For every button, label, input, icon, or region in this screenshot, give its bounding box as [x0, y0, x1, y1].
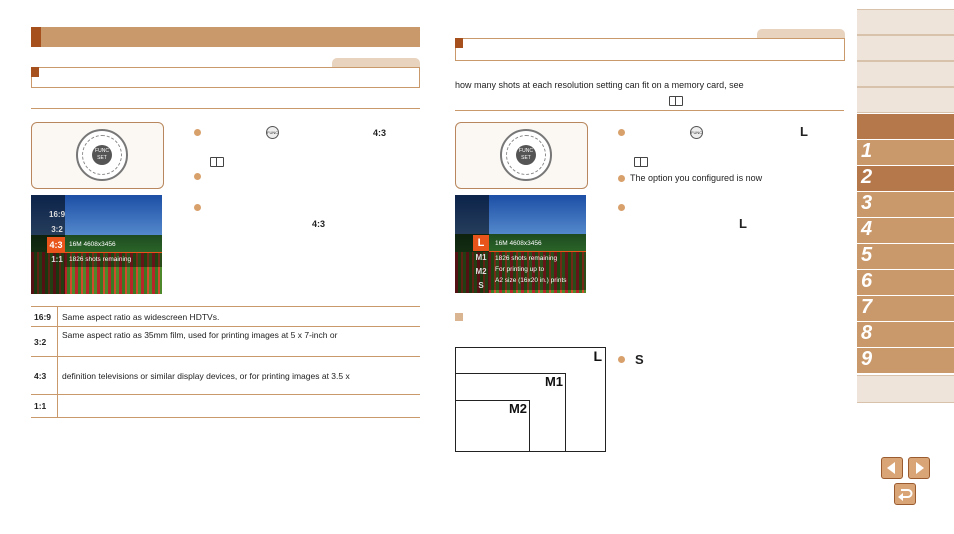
size-label: L — [593, 348, 602, 364]
step-bullet — [618, 356, 625, 363]
nav-tab[interactable] — [857, 61, 954, 87]
note-marker-icon — [455, 313, 463, 321]
nav-tab[interactable] — [857, 375, 954, 403]
intro-text: how many shots at each resolution setting can fit on a memory card, see — [455, 80, 744, 90]
screen-print-line-1: For printing up to — [495, 266, 545, 273]
section-header-marker — [31, 27, 41, 47]
page-reference-icon — [210, 157, 224, 167]
step-bullet — [194, 129, 201, 136]
aspect-ratio-option: 4:3 — [312, 219, 326, 229]
step-bullet — [618, 175, 625, 182]
arrow-left-icon — [882, 458, 902, 478]
prev-page-button[interactable] — [881, 457, 903, 479]
menu-option: S — [478, 281, 484, 290]
size-box-m2 — [455, 400, 530, 452]
nav-chapter-1[interactable]: 1 — [857, 139, 954, 165]
menu-option: 16:9 — [49, 210, 66, 219]
screen-shots-remaining: 1826 shots remaining — [69, 256, 132, 263]
section-header — [455, 38, 845, 61]
menu-option-selected: L — [473, 235, 489, 251]
screen-print-line-2: A2 size (16x20 in.) prints — [495, 277, 567, 284]
resolution-option: L — [739, 216, 747, 231]
nav-chapter-4[interactable]: 4 — [857, 217, 954, 243]
size-label: M2 — [508, 401, 527, 416]
nav-chapter-7[interactable]: 7 — [857, 295, 954, 321]
menu-option: M1 — [475, 253, 487, 262]
page-reference-icon — [634, 157, 648, 167]
table-row: 16:9 Same aspect ratio as widescreen HDTVs. — [31, 306, 420, 327]
return-arrow-icon — [895, 484, 915, 504]
menu-option: M2 — [475, 267, 487, 276]
resolution-option: S — [635, 352, 644, 367]
func-set-icon: FUNC — [690, 126, 703, 139]
aspect-ratio-option: 4:3 — [373, 128, 387, 138]
func-set-button-icon: FUNC SET — [92, 145, 112, 165]
step-bullet — [618, 204, 625, 211]
section-tab — [757, 29, 845, 38]
control-dial-panel — [455, 122, 588, 189]
nav-tab[interactable] — [857, 9, 954, 35]
nav-chapter-6[interactable]: 6 — [857, 269, 954, 295]
screen-shots-remaining: 1826 shots remaining — [495, 255, 558, 262]
screen-size-line: 16M 4608x3456 — [69, 241, 116, 248]
nav-chapter-9[interactable]: 9 — [857, 347, 954, 373]
nav-tab[interactable] — [857, 35, 954, 61]
nav-chapter-8[interactable]: 8 — [857, 321, 954, 347]
return-button[interactable] — [894, 483, 916, 505]
screen-size-line: 16M 4608x3456 — [495, 240, 542, 247]
subsection-tab — [332, 58, 420, 67]
func-set-button-icon: FUNC SET — [516, 145, 536, 165]
next-page-button[interactable] — [908, 457, 930, 479]
resolution-option: L — [800, 124, 808, 139]
table-row: 1:1 — [31, 394, 420, 418]
control-dial — [76, 129, 128, 181]
subsection-header — [31, 67, 420, 88]
table-row: 3:2 Same aspect ratio as 35mm film, used for printing images at 5 x 7-inch or — [31, 326, 420, 357]
divider — [455, 110, 844, 111]
menu-option-selected: 4:3 — [47, 237, 65, 253]
step-bullet — [194, 173, 201, 180]
control-dial-panel — [31, 122, 164, 189]
nav-tab[interactable] — [857, 87, 954, 113]
control-dial — [500, 129, 552, 181]
divider — [31, 108, 420, 109]
step-bullet — [194, 204, 201, 211]
nav-chapter-2[interactable]: 2 — [857, 165, 954, 191]
nav-chapter-5[interactable]: 5 — [857, 243, 954, 269]
arrow-right-icon — [909, 458, 929, 478]
menu-option: 1:1 — [51, 255, 63, 264]
step-bullet — [618, 129, 625, 136]
page-reference-icon — [669, 96, 683, 106]
nav-tab-current-section[interactable] — [857, 113, 954, 139]
size-label: M1 — [544, 374, 563, 389]
camera-screen — [455, 195, 586, 293]
section-header-bar — [31, 27, 420, 47]
camera-screen — [31, 195, 162, 294]
nav-chapter-3[interactable]: 3 — [857, 191, 954, 217]
func-set-icon: FUNC — [266, 126, 279, 139]
configured-note: The option you configured is now — [630, 173, 763, 183]
table-row: 4:3 definition televisions or similar display devices, or for printing images at 3.5 x — [31, 356, 420, 395]
menu-option: 3:2 — [51, 225, 63, 234]
